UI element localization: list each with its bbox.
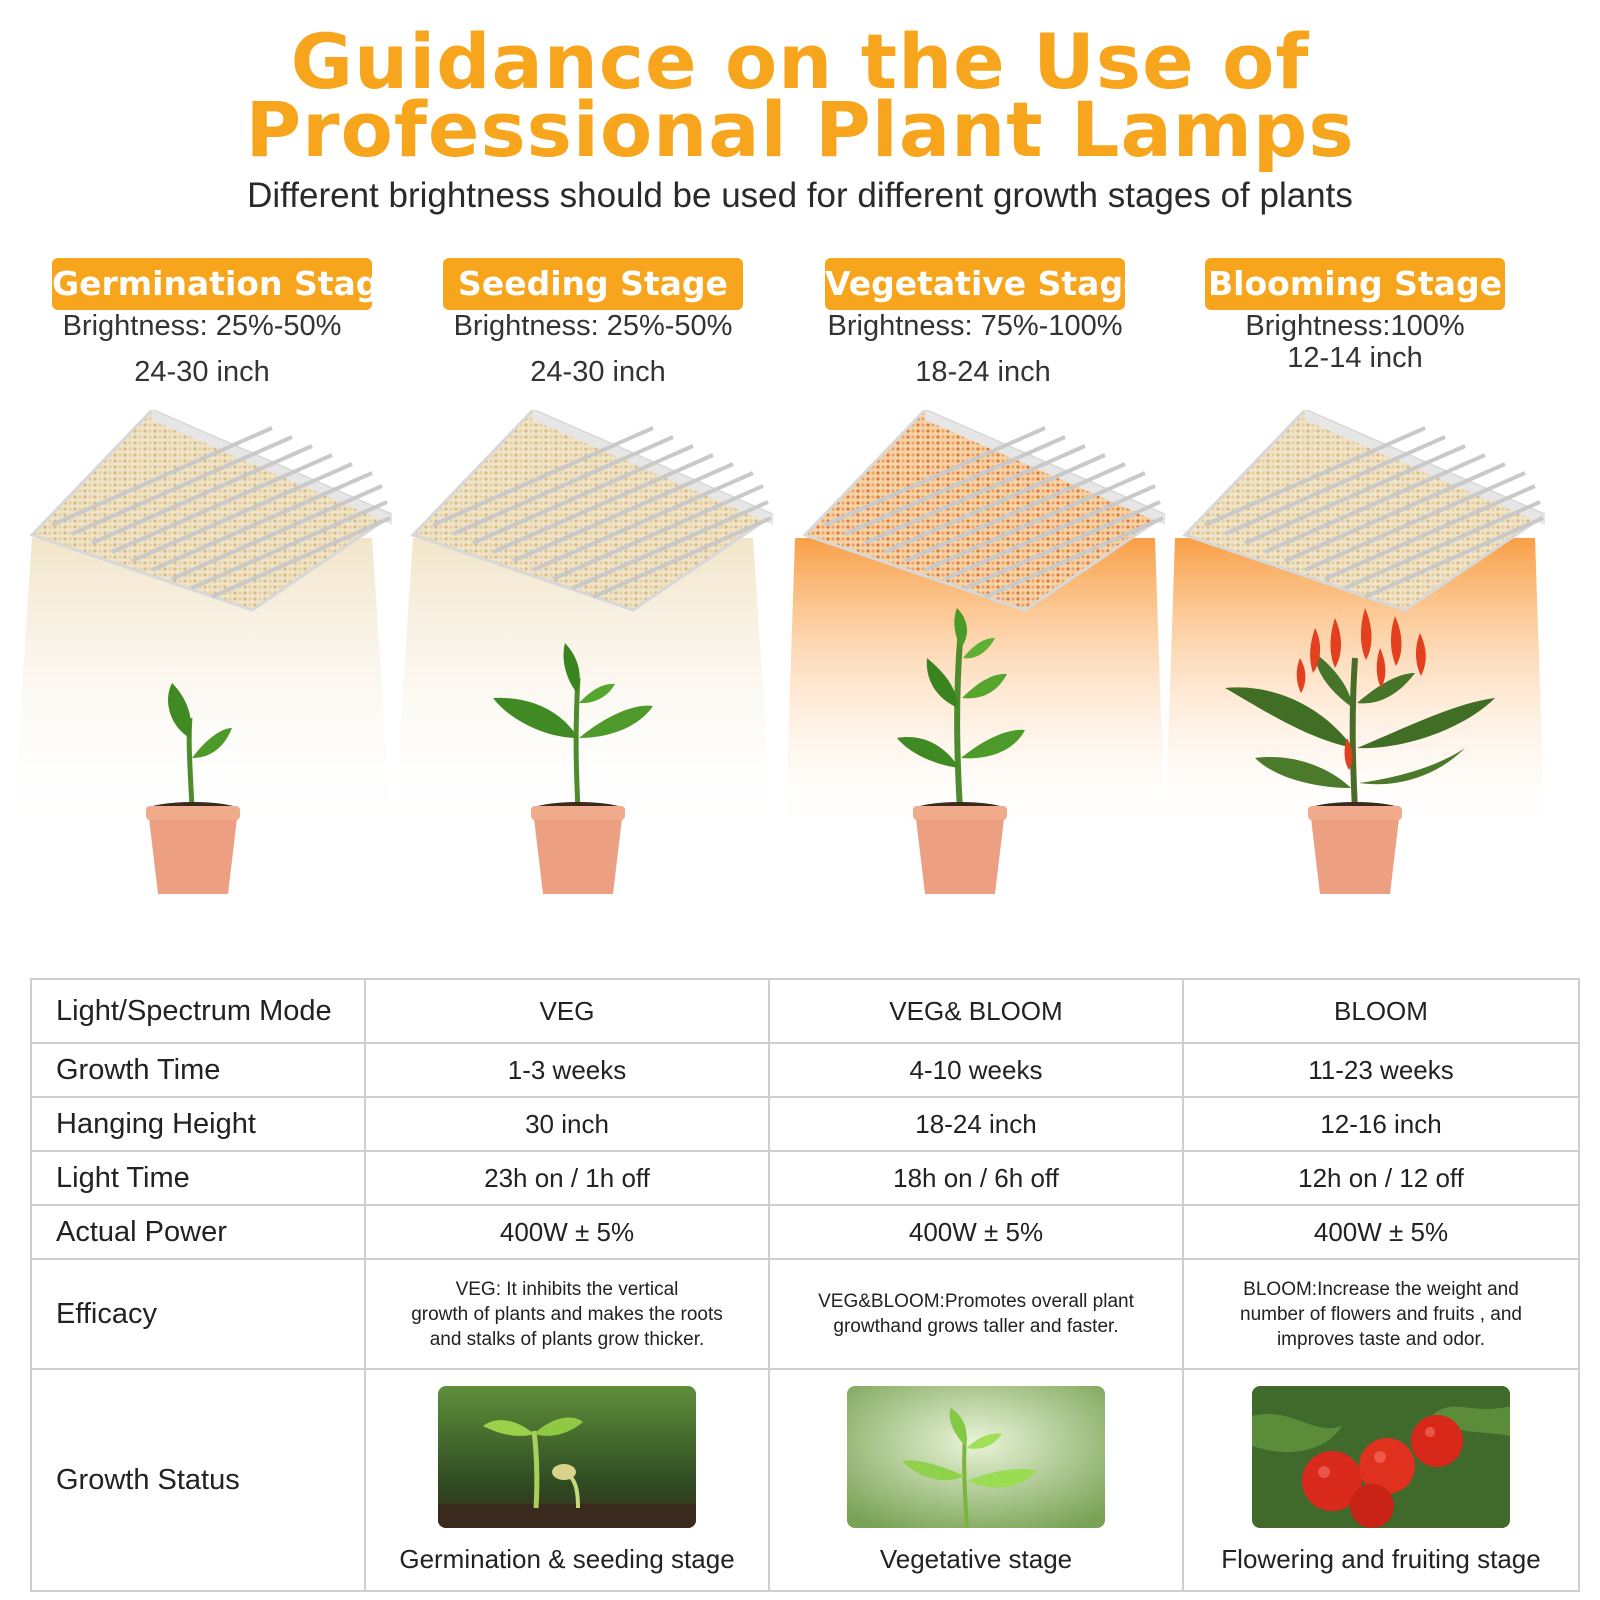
efficacy-line: VEG&BLOOM:Promotes overall plant [818, 1291, 1134, 1312]
stage-vegetative [785, 258, 1165, 918]
cell-bloom: 11-23 weeks [1183, 1043, 1579, 1097]
cell-efficacy-veg [365, 1259, 769, 1369]
row-label-actual-power: Actual Power [31, 1205, 365, 1259]
table-row [31, 1097, 1579, 1151]
cell-bloom: BLOOM [1183, 979, 1579, 1043]
cell-veg-bloom: 18h on / 6h off [769, 1151, 1183, 1205]
efficacy-line: growthand grows taller and faster. [833, 1316, 1119, 1337]
stage-brightness: Brightness: 25%-50% [453, 310, 733, 342]
stage-badge: Blooming Stage [1205, 258, 1505, 310]
stage-brightness: Brightness: 75%-100% [827, 310, 1123, 342]
efficacy-line: number of flowers and fruits , and [1240, 1303, 1522, 1325]
efficacy-line: VEG: It inhibits the vertical [455, 1278, 679, 1300]
cell-veg-bloom: VEG& BLOOM [769, 979, 1183, 1043]
cell-veg-bloom: 400W ± 5% [769, 1205, 1183, 1259]
cell-veg-bloom: 4-10 weeks [769, 1043, 1183, 1097]
stage-seeding [393, 258, 773, 918]
cell-bloom: 12h on / 12 off [1183, 1151, 1579, 1205]
row-label-spectrum-mode: Light/Spectrum Mode [31, 979, 365, 1043]
cell-veg: 1-3 weeks [365, 1043, 769, 1097]
germination-photo [438, 1386, 696, 1528]
cell-veg-bloom: 18-24 inch [769, 1097, 1183, 1151]
efficacy-line: improves taste and odor. [1276, 1328, 1486, 1350]
cell-efficacy-bloom [1183, 1259, 1579, 1369]
stage-brightness: Brightness: 25%-50% [62, 310, 342, 342]
table-row [31, 1043, 1579, 1097]
stage-hanging-height: 18-24 inch [915, 356, 1051, 388]
table-row [31, 979, 1579, 1043]
row-label-growth-time: Growth Time [31, 1043, 365, 1097]
status-caption: Flowering and fruiting stage [1221, 1543, 1541, 1574]
stage-hanging-height: 24-30 inch [530, 356, 666, 388]
young-plant-pot-icon [393, 588, 773, 918]
page-subtitle: Different brightness should be used for different growth stages of plants [247, 176, 1353, 215]
seedling-pot-icon [12, 588, 392, 918]
cell-veg: 23h on / 1h off [365, 1151, 769, 1205]
page-title-line-1: Guidance on the Use of [290, 17, 1310, 106]
page-title-line-2: Professional Plant Lamps [245, 85, 1355, 174]
stage-hanging-height: 12-14 inch [1287, 342, 1423, 374]
cell-veg: 30 inch [365, 1097, 769, 1151]
row-label-hanging-height: Hanging Height [31, 1097, 365, 1151]
efficacy-line: and stalks of plants grow thicker. [429, 1328, 705, 1350]
efficacy-line: growth of plants and makes the roots [411, 1303, 723, 1325]
status-caption: Vegetative stage [879, 1543, 1073, 1574]
cell-veg: 400W ± 5% [365, 1205, 769, 1259]
efficacy-line: BLOOM:Increase the weight and [1243, 1278, 1519, 1300]
cell-bloom: 12-16 inch [1183, 1097, 1579, 1151]
cell-veg: VEG [365, 979, 769, 1043]
vegetative-photo [847, 1386, 1105, 1528]
cell-bloom: 400W ± 5% [1183, 1205, 1579, 1259]
pepper-plant-pot-icon [1165, 588, 1545, 918]
row-label-efficacy: Efficacy [31, 1259, 365, 1369]
spec-table [30, 978, 1580, 1592]
status-caption: Germination & seeding stage [399, 1543, 735, 1574]
cell-status-vegetative [769, 1369, 1183, 1591]
cell-efficacy-veg-bloom [769, 1259, 1183, 1369]
stage-badge: Seeding Stage [443, 258, 743, 310]
fruiting-photo [1252, 1386, 1510, 1528]
vegetative-plant-pot-icon [785, 588, 1165, 918]
table-row [31, 1151, 1579, 1205]
table-row [31, 1205, 1579, 1259]
cell-status-flowering [1183, 1369, 1579, 1591]
table-row [31, 1369, 1579, 1591]
stage-hanging-height: 24-30 inch [134, 356, 270, 388]
row-label-light-time: Light Time [31, 1151, 365, 1205]
stage-blooming [1165, 258, 1545, 918]
stage-badge: Germination Stage [52, 258, 372, 310]
stage-badge: Vegetative Stage [825, 258, 1125, 310]
stage-germination [12, 258, 402, 918]
table-row [31, 1259, 1579, 1369]
row-label-growth-status: Growth Status [31, 1369, 365, 1591]
cell-status-germination [365, 1369, 769, 1591]
stage-brightness: Brightness:100% [1245, 310, 1465, 342]
